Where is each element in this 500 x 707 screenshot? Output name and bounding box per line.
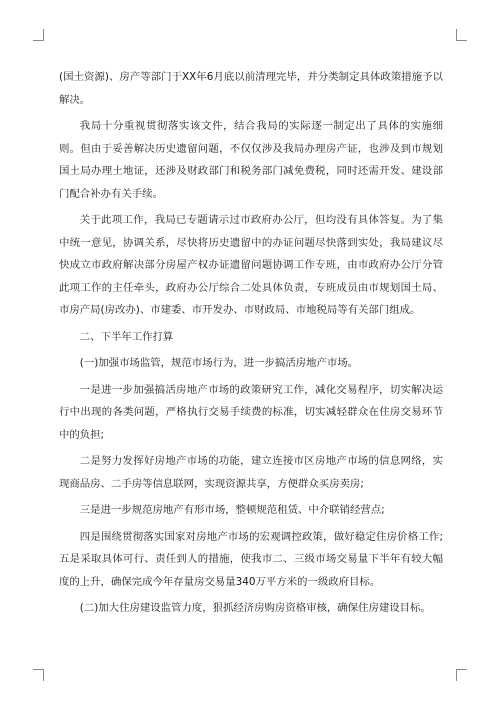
paragraph-2: 我局十分重视贯彻落实该文件，结合我局的实际逐一制定出了具体的实施细则。但由于妥善解决历史遗留问题，不仅仅涉及我局办理房产证，也涉及到市规划国土局办理土地证，还涉及财政部门和税务部门减免费税，同时还需开发、建设部门配合补办有关手续。 — [59, 120, 443, 200]
document-body — [59, 66, 443, 620]
paragraph-3: 关于此项工作，我局已专题请示过市政府办公厅，但均没有具体答复。为了集中统一意见，协调关系，尽快将历史遗留中的办证问题尽快落到实处，我局建议尽快成立市政府解决部分房屋产权办证遗留问题协调工作专班，由市政府办公厅分管此项工作的主任牵头，政府办公厅综合二处具体负责，专班成员由市规划国土局、市房产局(房改办)、市建委、市开发办、市财政局、市地税局等有关部门组成。 — [59, 214, 443, 316]
subsection-heading-1: (一)加强市场监管，规范市场行为，进一步搞活房地产市场。 — [79, 357, 359, 369]
crop-mark-bottom-right — [456, 669, 467, 681]
paragraph-1: (国土资源)、房产等部门于XX年6月底以前清理完毕，并分类制定具体政策措施予以解决。 — [59, 71, 443, 106]
paragraph-item-3: 三是进一步规范房地产有形市场，整顿规范租赁、中介联销经营点; — [79, 504, 385, 516]
paragraph-item-1: 一是进一步加强搞活房地产市场的政策研究工作，减化交易程序，切实解决运行中出现的各类问题，严格执行交易手续费的标准，切实减轻群众在住房交易环节中的负担; — [59, 383, 443, 441]
paragraph-item-4: 四是围绕贯彻落实国家对房地产市场的宏观调控政策，做好稳定住房价格工作;五是采取具体可行、责任到人的措施，使我市二、三级市场交易量下半年有较大幅度的上升，确保完成今年存量房交易量340万平方米的一级政府目标。 — [59, 530, 443, 588]
crop-mark-bottom-left — [33, 669, 44, 681]
crop-mark-top-left — [33, 29, 44, 41]
paragraph-item-2: 二是努力发挥好房地产市场的功能，建立连接市区房地产市场的信息网络，实现商品房、二手房等信息联网，实现资源共享，方便群众买房卖房; — [59, 455, 443, 490]
subsection-heading-2: (二)加大住房建设监管力度，狠抓经济房购房资格审核，确保住房建设目标。 — [79, 602, 431, 614]
crop-mark-top-right — [456, 29, 467, 41]
section-heading: 二、下半年工作打算 — [79, 330, 174, 343]
